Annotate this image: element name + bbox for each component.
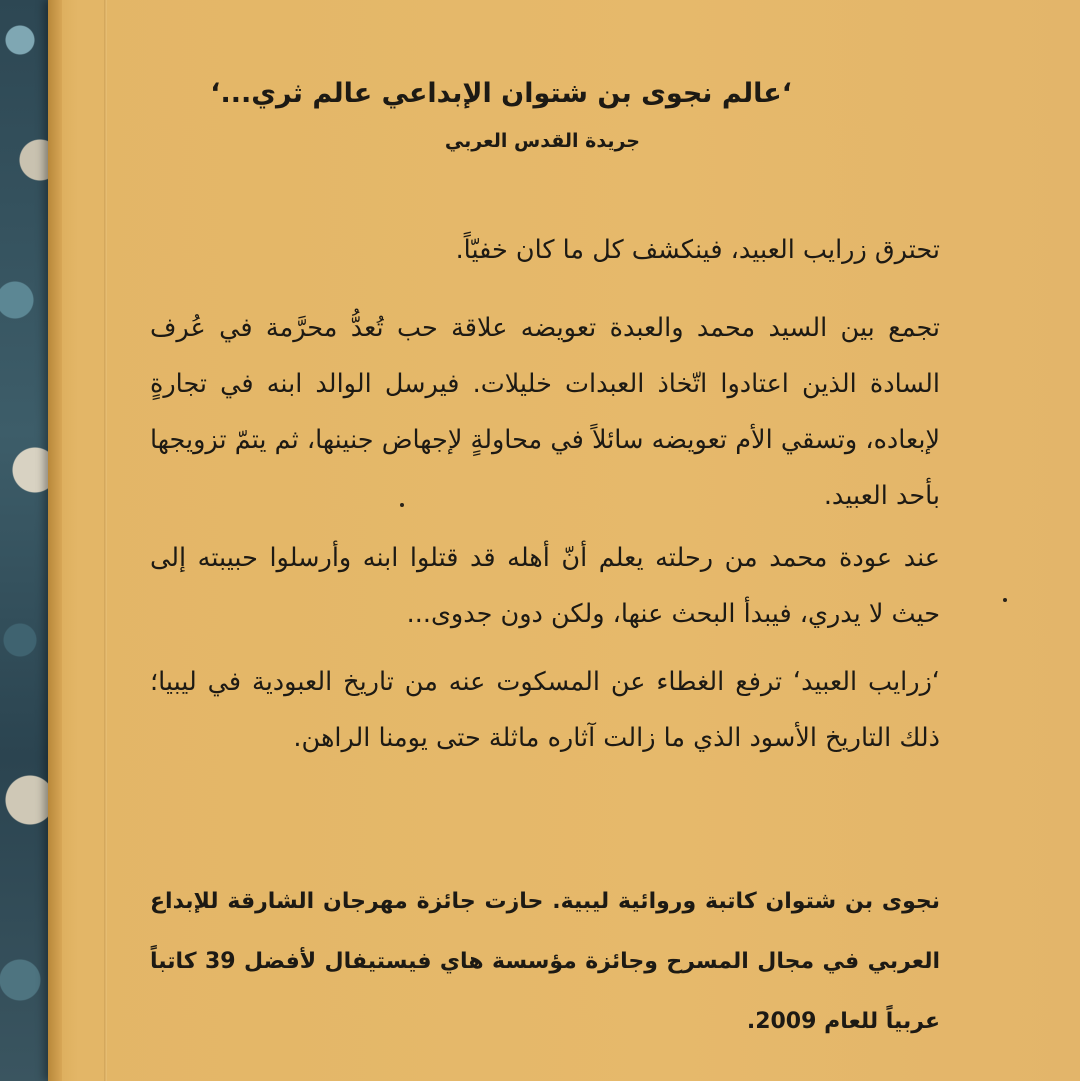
book-spine-edge xyxy=(48,0,62,1081)
blurb-paragraph-2: تجمع بين السيد محمد والعبدة تعويضه علاقة حب تُعدُّ محرَّمة في عُرف السادة الذين اعتادوا اتّخاذ العبدات خليلات. فيرسل الوالد ابنه في تجارةٍ لإبعاده، وتسقي الأم تعويضه سائلاً في محاولةٍ لإجهاض جنينها، ثم يتمّ تزويجها بأحد العبيد. xyxy=(150,313,940,511)
blurb-paragraph-3: عند عودة محمد من رحلته يعلم أنّ أهله قد قتلوا ابنه وأرسلوا حبيبته إلى حيث لا يدري، فيبدأ البحث عنها، ولكن دون جدوى... xyxy=(150,543,940,629)
cover-crease xyxy=(104,0,107,1081)
review-quote: ‘عالم نجوى بن شتوان الإبداعي عالم ثري...‘ xyxy=(210,78,792,109)
author-bio: نجوى بن شتوان كاتبة وروائية ليبية. حازت جائزة مهرجان الشارقة للإبداع العربي في مجال المسرح وجائزة مؤسسة هاي فيستيفال لأفضل 39 كاتباً عربياً للعام 2009. xyxy=(150,889,940,1034)
blurb-paragraph-4: ‘زرايب العبيد‘ ترفع الغطاء عن المسكوت عنه من تاريخ العبودية في ليبيا؛ ذلك التاريخ الأسود الذي ما زالت آثاره ماثلة حتى يومنا الراهن. xyxy=(150,667,940,753)
cover-speck xyxy=(400,503,404,507)
blurb-paragraph-1: تحترق زرايب العبيد، فينكشف كل ما كان خفيّاً. xyxy=(455,235,940,265)
quote-source: جريدة القدس العربي xyxy=(444,130,640,152)
cover-speck xyxy=(1003,598,1007,602)
